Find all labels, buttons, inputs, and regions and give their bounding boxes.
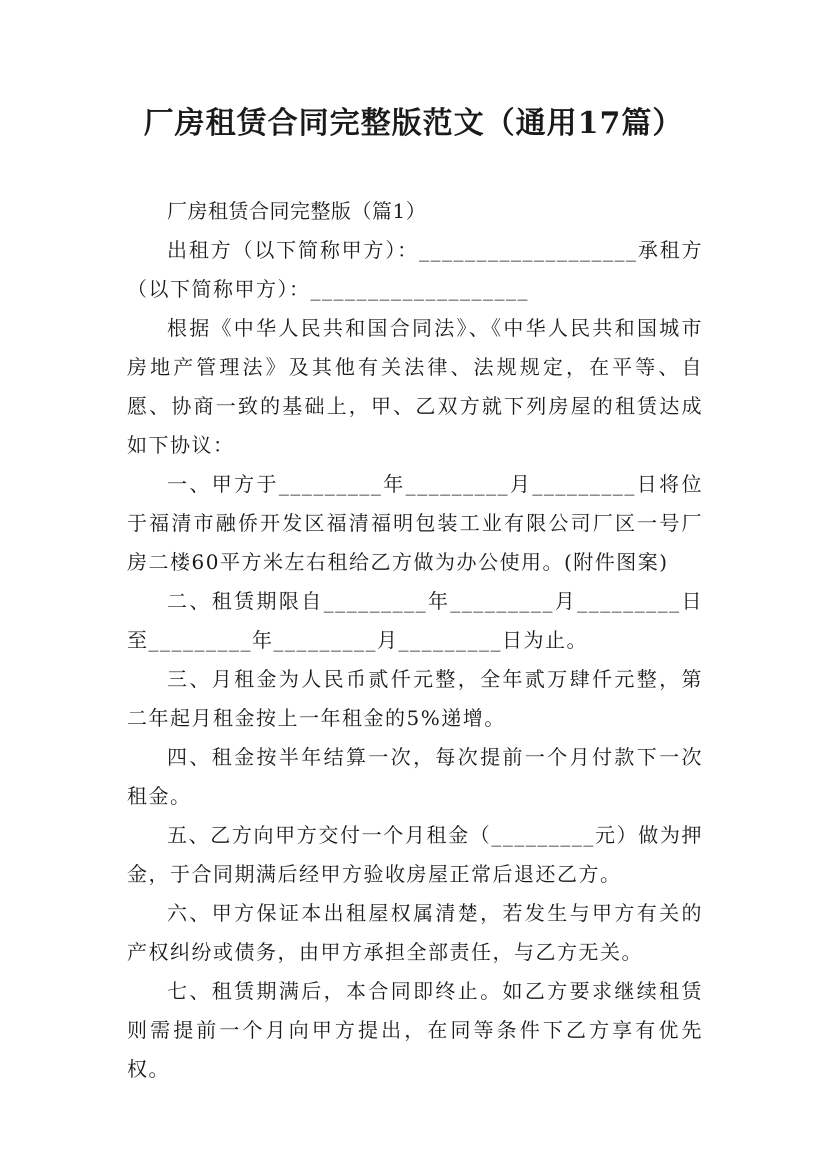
document-body [127, 192, 703, 1089]
parties-paragraph: 出租方（以下简称甲方）：___________________承租方（以下简称甲方）：___________________ [127, 238, 703, 301]
clause-2: 二、租赁期限自_________年_________月_________日至_________年_________月_________日为止。 [127, 589, 703, 652]
clause-6: 六、甲方保证本出租屋权属清楚，若发生与甲方有关的产权纠纷或债务，由甲方承担全部责任，与乙方无关。 [127, 901, 703, 964]
preamble-paragraph: 根据《中华人民共和国合同法》、《中华人民共和国城市房地产管理法》及其他有关法律、法规规定，在平等、自愿、协商一致的基础上，甲、乙双方就下列房屋的租赁达成如下协议： [127, 316, 703, 457]
document-title: 厂房租赁合同完整版范文（通用17篇） [143, 106, 684, 141]
clause-5: 五、乙方向甲方交付一个月租金（_________元）做为押金，于合同期满后经甲方验收房屋正常后退还乙方。 [127, 823, 703, 886]
clause-3: 三、月租金为人民币贰仟元整，全年贰万肆仟元整，第二年起月租金按上一年租金的5%递增。 [127, 667, 703, 730]
clause-7: 七、租赁期满后，本合同即终止。如乙方要求继续租赁则需提前一个月向甲方提出，在同等条件下乙方享有优先权。 [127, 979, 703, 1081]
clause-1: 一、甲方于_________年_________月_________日将位于福清市融侨开发区福清福明包装工业有限公司厂区一号厂房二楼60平方米左右租给乙方做为办公使用。(附件图案) [127, 472, 703, 574]
clause-4: 四、租金按半年结算一次，每次提前一个月付款下一次租金。 [127, 745, 703, 808]
section-heading: 厂房租赁合同完整版（篇1） [167, 199, 427, 223]
